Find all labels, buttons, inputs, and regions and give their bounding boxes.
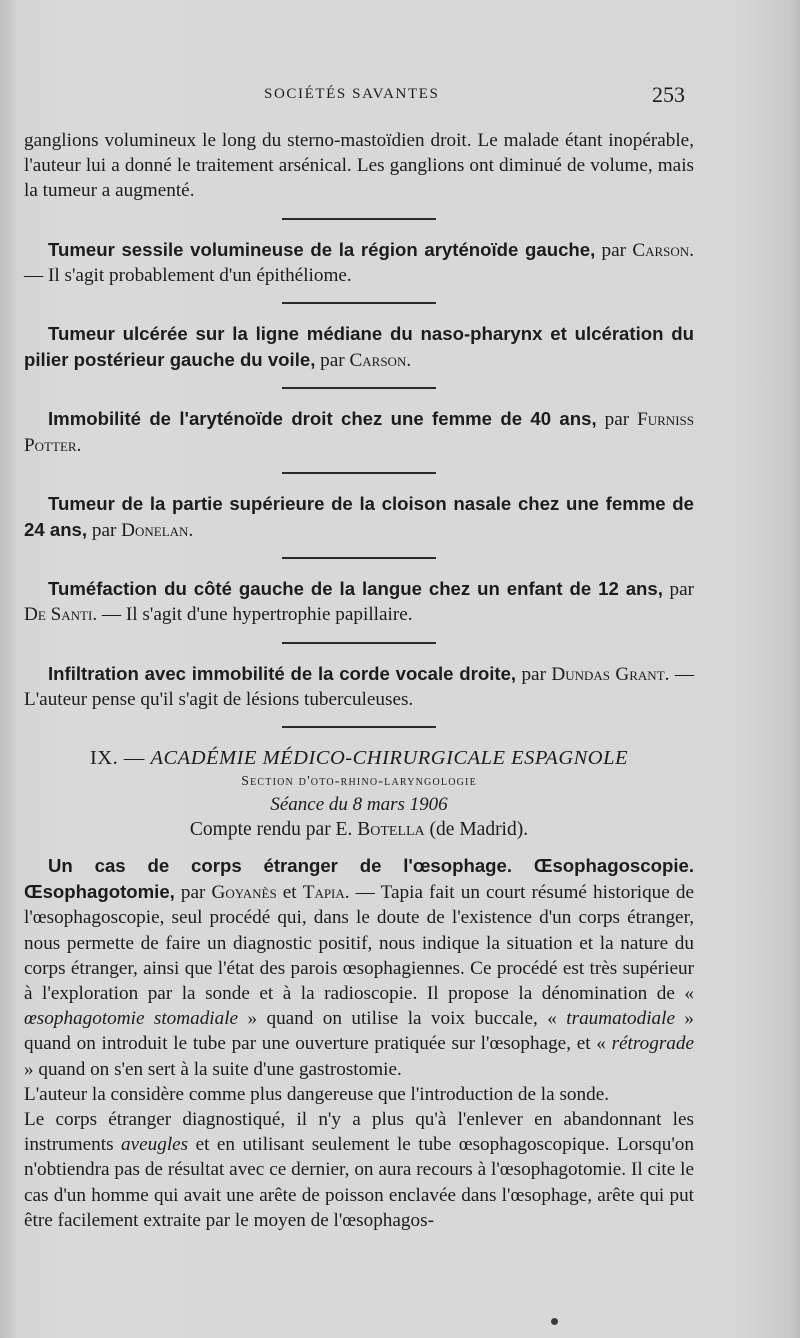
entry-author: Carson: [632, 239, 690, 261]
article-author-1: Goyanès: [211, 882, 277, 904]
session-date: Séance du 8 mars 1906: [270, 794, 448, 816]
entry-title: Infiltration avec immobilité de la corde vocale droite,: [48, 662, 517, 684]
section-heading: [24, 745, 694, 843]
section-name: ACADÉMIE MÉDICO-CHIRURGICALE ESPAGNOLE: [150, 747, 629, 770]
entry-title: Tumeur sessile volumineuse de la région aryténoïde gauche,: [48, 238, 596, 260]
report-author: Botella: [357, 819, 425, 841]
article-paragraph-2: L'auteur la considère comme plus dangereuse que l'introduction de la sonde.: [24, 1083, 610, 1105]
separator-rule: [282, 387, 436, 389]
article: [24, 853, 694, 1233]
entry-5: Tuméfaction du côté gauche de la langue chez un enfant de 12 ans, par De Santi. — Il s'agit d'une hypertrophie papillaire.: [24, 578, 694, 626]
separator-rule: [282, 472, 436, 474]
running-title: SOCIÉTÉS SAVANTES: [264, 86, 440, 102]
entry-author: Furniss Potter: [24, 409, 694, 456]
entry-author: Donelan: [121, 520, 189, 542]
article-author-2: Tapia: [302, 882, 345, 904]
entry-title: Tumeur ulcérée sur la ligne médiane du naso-pharynx et ulcération du pilier postérieur gauche du voile,: [24, 323, 694, 371]
entry-author: Carson: [349, 350, 407, 372]
ink-spot: [551, 1318, 558, 1325]
entry-author: Dundas Grant: [551, 663, 665, 685]
section-subtitle: Section d'oto-rhino-laryngologie: [241, 774, 477, 790]
entry-title: Immobilité de l'aryténoïde droit chez une femme de 40 ans,: [48, 408, 597, 430]
page-number: 253: [652, 82, 685, 107]
entry-title: Tuméfaction du côté gauche de la langue chez un enfant de 12 ans,: [48, 578, 663, 600]
page-content: [24, 128, 694, 1233]
report-credit: Compte rendu par E. Botella (de Madrid).: [189, 819, 529, 841]
article-paragraph-1: Un cas de corps étranger de l'œsophage. Œsophagoscopie. Œsophagotomie, par Goyanès et Tapia. — Tapia fait un court résumé historique de l'œsophagoscopie, seul procédé qui, dans le doute de l'existence d'un corps étranger, nous permette de faire un diagnostic positif, nous indique la situation et la nature du corps étranger, ainsi que l'état des parois œsophagiennes. Ce procédé est très supérieur à l'exploration par la sonde et à la radioscopie. Il propose la dénomination de « œsophagotomie stomadiale » quand on utilise la voix buccale, « traumatodiale » quand on introduit le tube par une ouverture pratiquée sur l'œsophage, et « rétrograde » quand on s'en sert à la suite d'une gastrostomie.: [24, 855, 695, 1080]
entry-2: Tumeur ulcérée sur la ligne médiane du naso-pharynx et ulcération du pilier postérieur gauche du voile, par Carson.: [24, 323, 694, 372]
separator-rule: [282, 642, 436, 644]
entry-3: Immobilité de l'aryténoïde droit chez une femme de 40 ans, par Furniss Potter.: [24, 408, 694, 456]
entry-6: Infiltration avec immobilité de la corde vocale droite, par Dundas Grant. — L'auteur pense qu'il s'agit de lésions tuberculeuses.: [24, 662, 695, 710]
separator-rule: [282, 302, 436, 304]
article-paragraph-3: Le corps étranger diagnostiqué, il n'y a plus qu'à l'enlever en abandonnant les instruments aveugles et en utilisant seulement le tube œsophagoscopique. Lorsqu'on n'obtiendra pas de résultat avec ce dernier, on aura recours à l'œsophagotomie. Il cite le cas d'un homme qui avait une arête de poisson enclavée dans l'œsophage, arête qui put être facilement extraite par le moyen de l'œsophagos-: [24, 1109, 694, 1231]
separator-rule: [282, 218, 436, 220]
section-title: IX. — ACADÉMIE MÉDICO-CHIRURGICALE ESPAGNOLE: [89, 747, 629, 770]
entry-4: Tumeur de la partie supérieure de la cloison nasale chez une femme de 24 ans, par Donelan.: [24, 492, 694, 542]
separator-rule: [282, 726, 436, 728]
entry-author: De Santi: [24, 604, 93, 626]
page-header: [0, 82, 800, 112]
entry-title: Tumeur de la partie supérieure de la cloison nasale chez une femme de 24 ans,: [24, 492, 694, 541]
entry-1: Tumeur sessile volumineuse de la région aryténoïde gauche, par Carson. — Il s'agit probablement d'un épithéliome.: [24, 238, 694, 286]
continued-paragraph: ganglions volumineux le long du sterno-mastoïdien droit. Le malade étant inopérable, l'auteur lui a donné le traitement arsénical. Les ganglions ont diminué de volume, mais la tumeur a augmenté.: [24, 130, 694, 202]
separator-rule: [282, 557, 436, 559]
article-title: Un cas de corps étranger de l'œsophage. Œsophagoscopie. Œsophagotomie,: [24, 855, 694, 903]
